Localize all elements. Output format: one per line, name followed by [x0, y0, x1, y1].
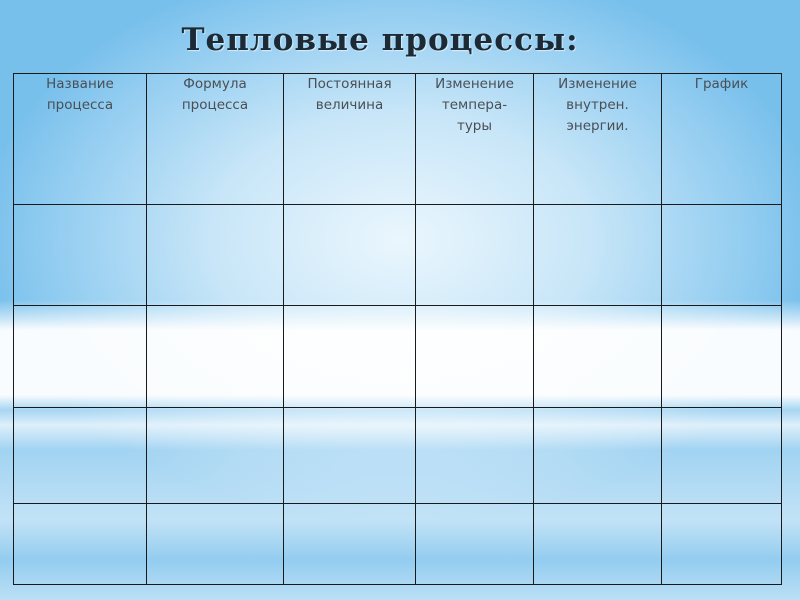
table-row	[14, 205, 782, 306]
table-cell[interactable]	[284, 205, 416, 306]
processes-table	[13, 73, 782, 585]
table-cell[interactable]	[147, 504, 284, 585]
table-row	[14, 504, 782, 585]
table-cell[interactable]	[284, 408, 416, 504]
table-cell[interactable]	[416, 408, 534, 504]
table-cell[interactable]	[416, 504, 534, 585]
table-cell[interactable]	[662, 408, 782, 504]
table-row	[14, 408, 782, 504]
table-cell[interactable]	[284, 504, 416, 585]
table-cell[interactable]	[147, 205, 284, 306]
table-cell[interactable]	[14, 205, 147, 306]
header-process-formula: Формула процесса	[147, 74, 284, 205]
table-cell[interactable]	[416, 306, 534, 408]
table-cell[interactable]	[147, 408, 284, 504]
header-temperature-change: Изменение темпера- туры	[416, 74, 534, 205]
table-cell[interactable]	[662, 205, 782, 306]
table-cell[interactable]	[416, 205, 534, 306]
table-cell[interactable]	[534, 504, 662, 585]
table-row	[14, 306, 782, 408]
table-header-row	[14, 74, 782, 205]
table-cell[interactable]	[14, 408, 147, 504]
header-internal-energy-change: Изменение внутрен. энергии.	[534, 74, 662, 205]
header-graph: График	[662, 74, 782, 205]
slide-title: Тепловые процессы:	[181, 22, 579, 58]
table-cell[interactable]	[14, 504, 147, 585]
table-cell[interactable]	[662, 306, 782, 408]
table-cell[interactable]	[534, 306, 662, 408]
table-cell[interactable]	[284, 306, 416, 408]
table-cell[interactable]	[14, 306, 147, 408]
table-cell[interactable]	[534, 408, 662, 504]
table-cell[interactable]	[534, 205, 662, 306]
table-cell[interactable]	[147, 306, 284, 408]
header-constant-quantity: Постоянная величина	[284, 74, 416, 205]
header-process-name: Название процесса	[14, 74, 147, 205]
table-cell[interactable]	[662, 504, 782, 585]
